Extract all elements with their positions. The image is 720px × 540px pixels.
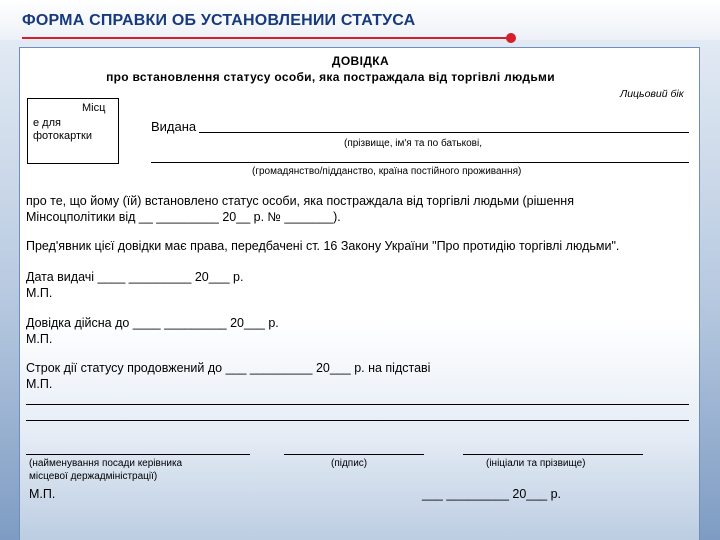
stamp-place-3: М.П. bbox=[26, 377, 53, 391]
extension-text: Строк дії статусу продовжений до ___ _________ 20___ р. на підставі bbox=[26, 361, 431, 375]
slide-title: ФОРМА СПРАВКИ ОБ УСТАНОВЛЕНИИ СТАТУСА bbox=[22, 12, 416, 29]
photo-text-line2: е для фотокартки bbox=[33, 117, 93, 142]
issued-label: Видана bbox=[151, 119, 197, 134]
basis-line-2 bbox=[26, 420, 689, 421]
title-underline-dot bbox=[506, 33, 516, 43]
slide-header bbox=[0, 0, 720, 40]
position-signature-line bbox=[26, 454, 250, 455]
name-caption: (прізвище, ім'я та по батькові, bbox=[344, 138, 482, 149]
citizenship-caption: (громадянство/підданство, країна постійного проживання) bbox=[252, 166, 522, 177]
signature-caption: (підпис) bbox=[331, 458, 368, 469]
basis-line-1 bbox=[26, 404, 689, 405]
photo-placeholder bbox=[27, 98, 119, 164]
issue-date: Дата видачі ____ _________ 20___ р. bbox=[26, 270, 244, 284]
signature-line bbox=[284, 454, 424, 455]
document-subtitle: про встановлення статусу особи, яка постраждала від торгівлі людьми bbox=[106, 70, 555, 84]
name-line bbox=[199, 132, 689, 133]
initials-caption: (ініціали та прізвище) bbox=[486, 458, 586, 469]
initials-line bbox=[463, 454, 643, 455]
position-caption-line1: (найменування посади керівника bbox=[29, 458, 183, 469]
position-caption-line2: місцевої держадміністрації) bbox=[29, 471, 158, 482]
citizenship-line bbox=[151, 162, 689, 163]
rights-text: Пред'явник цієї довідки має права, передбачені ст. 16 Закону України "Про протидію торгівлі людьми". bbox=[26, 239, 620, 253]
valid-until: Довідка дійсна до ____ _________ 20___ р. bbox=[26, 316, 279, 330]
decision-text-line1: про те, що йому (їй) встановлено статус особи, яка постраждала від торгівлі людьми (рішення bbox=[26, 194, 574, 208]
stamp-place-4: М.П. bbox=[29, 487, 56, 501]
photo-text-line1: Місц bbox=[82, 102, 106, 114]
final-date: ___ _________ 20___ р. bbox=[422, 487, 562, 501]
stamp-place-2: М.П. bbox=[26, 332, 53, 346]
stamp-place-1: М.П. bbox=[26, 286, 53, 300]
certificate-form bbox=[19, 47, 700, 540]
document-title: ДОВІДКА bbox=[331, 54, 390, 68]
decision-text-line2: Мінсоцполітики від __ _________ 20__ р. № _______). bbox=[26, 210, 341, 224]
face-side-label: Лицьовий бік bbox=[620, 88, 684, 100]
title-underline bbox=[22, 37, 511, 39]
